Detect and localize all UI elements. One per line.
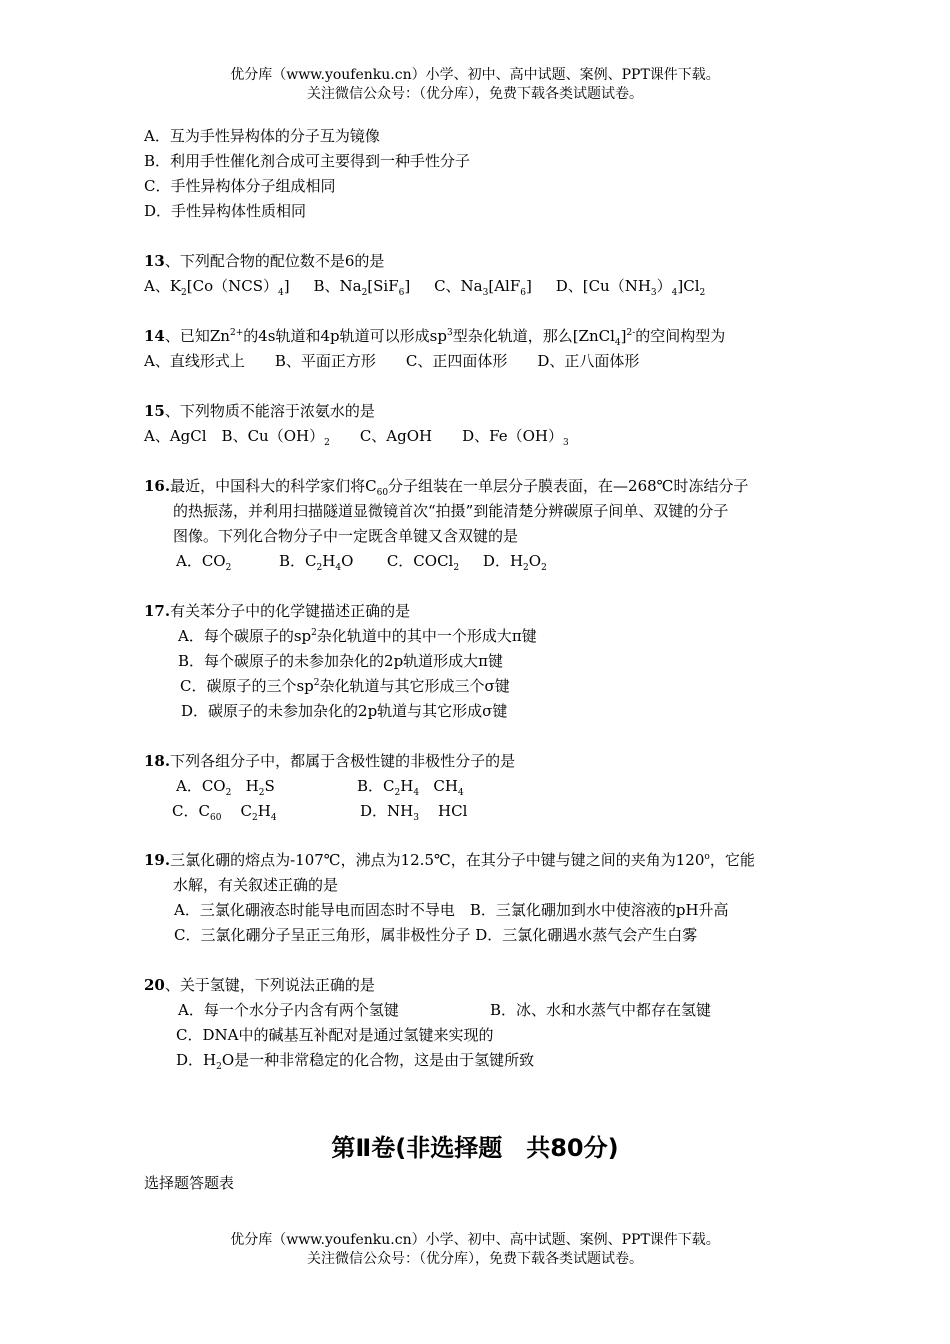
q13-stem: 13、下列配合物的配位数不是6的是 — [144, 252, 385, 270]
q16-stem-line-3: 图像。下列化合物分子中一定既含单键又含双键的是 — [173, 527, 519, 545]
q20-number: 20 — [144, 976, 165, 994]
q16-stem-line-2: 的热振荡，并利用扫描隧道显微镜首次“拍摄”到能清楚分辨碳原子间单、双键的分子 — [173, 502, 729, 520]
header-line-1: 优分库（www.youfenku.cn）小学、初中、高中试题、案例、PPT课件下载。 — [230, 67, 720, 83]
q16-option-c: C．COCl$_2$ — [386, 552, 460, 573]
q17-number: 17. — [144, 602, 171, 620]
q16-option-a: A．$CO_2$ — [176, 552, 232, 573]
q16-number: 16. — [144, 477, 171, 495]
q19-options-cd: C．三氯化硼分子呈正三角形，属非极性分子 D．三氯化硼遇水蒸气会产生白雾 — [174, 926, 698, 944]
header-line-2: 关注微信公众号：（优分库），免费下载各类试题试卷。 — [307, 86, 643, 102]
q19-stem-line-2: 水解，有关叙述正确的是 — [173, 876, 339, 894]
q12-option-c: C．手性异构体分子组成相同 — [144, 177, 336, 195]
q15-options: A、AgCl B、$Cu(OH)_2$ C、AgOH D、$Fe(OH)_3$ — [144, 427, 569, 448]
q14-options: A、直线形式上 B、平面正方形 C、正四面体形 D、正八面体形 — [144, 352, 640, 370]
q12-option-b: B．利用手性催化剂合成可主要得到一种手性分子 — [144, 152, 471, 170]
q18-option-b: B．$C_2H_4$ $CH_4$ — [357, 777, 464, 798]
q18-option-a: A．$CO_2$ $H_2S$ — [176, 777, 275, 798]
page-header — [0, 66, 950, 104]
q16-option-b: B．$C_2H_4O$ — [279, 552, 354, 573]
q19-stem-line-1: 19.三氯化硼的熔点为-107℃，沸点为12.5℃，在其分子中键与键之间的夹角为120$^o$，它能 — [144, 851, 755, 869]
q20-option-c: C．DNA中的碱基互补配对是通过氢键来实现的 — [176, 1026, 494, 1044]
q18-number: 18. — [144, 752, 171, 770]
q17-option-d: D．碳原子的未参加杂化的2p轨道与其它形成σ键 — [181, 702, 508, 720]
q16-option-d: D．$H_2O_2$ — [482, 552, 547, 573]
q20-stem: 20、关于氢键，下列说法正确的是 — [144, 976, 375, 994]
q19-options-ab: A．三氯化硼液态时能导电而固态时不导电 B．三氯化硼加到水中使溶液的pH升高 — [174, 901, 729, 919]
q20-option-b: B．冰、水和水蒸气中都存在氢键 — [490, 1001, 712, 1019]
q18-option-d: D．$NH_3$ HCl — [360, 802, 468, 823]
section-title: 第Ⅱ卷(非选择题 共80分) — [331, 1134, 619, 1162]
q13-number: 13 — [144, 252, 165, 270]
footer-line-1: 优分库（www.youfenku.cn）小学、初中、高中试题、案例、PPT课件下载。 — [230, 1232, 720, 1248]
q17-option-b: B．每个碳原子的未参加杂化的2p轨道形成大π键 — [178, 652, 504, 670]
q15-number: 15 — [144, 402, 165, 420]
q13-option-d: D、$[Cu(NH_3)_4]Cl_2$ — [555, 277, 706, 298]
q14-stem: 14、已知$Zn^{2+}$的4s轨道和4p轨道可以形成$sp^3$型杂化轨道，那么[ZnCl$_4$]$^{2-}$的空间构型为 — [144, 327, 726, 348]
q16-options — [176, 551, 547, 571]
q13-option-a: A、$K_2[Co(NCS)_4]$ — [144, 277, 290, 298]
answer-table-label: 选择题答题表 — [144, 1174, 235, 1192]
q17-option-a: A．每个碳原子的$sp^2$杂化轨道中的其中一个形成大π键 — [178, 627, 537, 645]
q13-option-c: C、$Na_3[AlF_6]$ — [434, 277, 532, 298]
q16-stem-line-1: 16.最近，中国科大的科学家们将$C_{60}$分子组装在一单层分子膜表面，在—268℃时冻结分子 — [144, 477, 749, 498]
q17-option-c: C．碳原子的三个$sp^2$杂化轨道与其它形成三个σ键 — [180, 677, 510, 695]
q18-option-c: C．$C_{60}$ $C_2H_4$ — [172, 802, 277, 823]
q14-number: 14 — [144, 327, 165, 345]
q20-option-d: D．$H_2O$是一种非常稳定的化合物，这是由于氢键所致 — [176, 1051, 535, 1072]
q13-options — [144, 276, 705, 296]
q15-stem: 15、下列物质不能溶于浓氨水的是 — [144, 402, 375, 420]
q12-option-d: D．手性异构体性质相同 — [144, 202, 307, 220]
q13-option-b: B、$Na_2[SiF_6]$ — [313, 277, 411, 298]
q18-stem: 18.下列各组分子中，都属于含极性键的非极性分子的是 — [144, 752, 516, 770]
page-footer — [0, 1231, 950, 1269]
footer-line-2: 关注微信公众号：（优分库），免费下载各类试题试卷。 — [307, 1251, 643, 1267]
q19-number: 19. — [144, 851, 171, 869]
q20-option-a: A．每一个水分子内含有两个氢键 — [178, 1001, 399, 1019]
q12-option-a: A．互为手性异构体的分子互为镜像 — [144, 127, 380, 145]
q17-stem: 17.有关苯分子中的化学键描述正确的是 — [144, 602, 411, 620]
